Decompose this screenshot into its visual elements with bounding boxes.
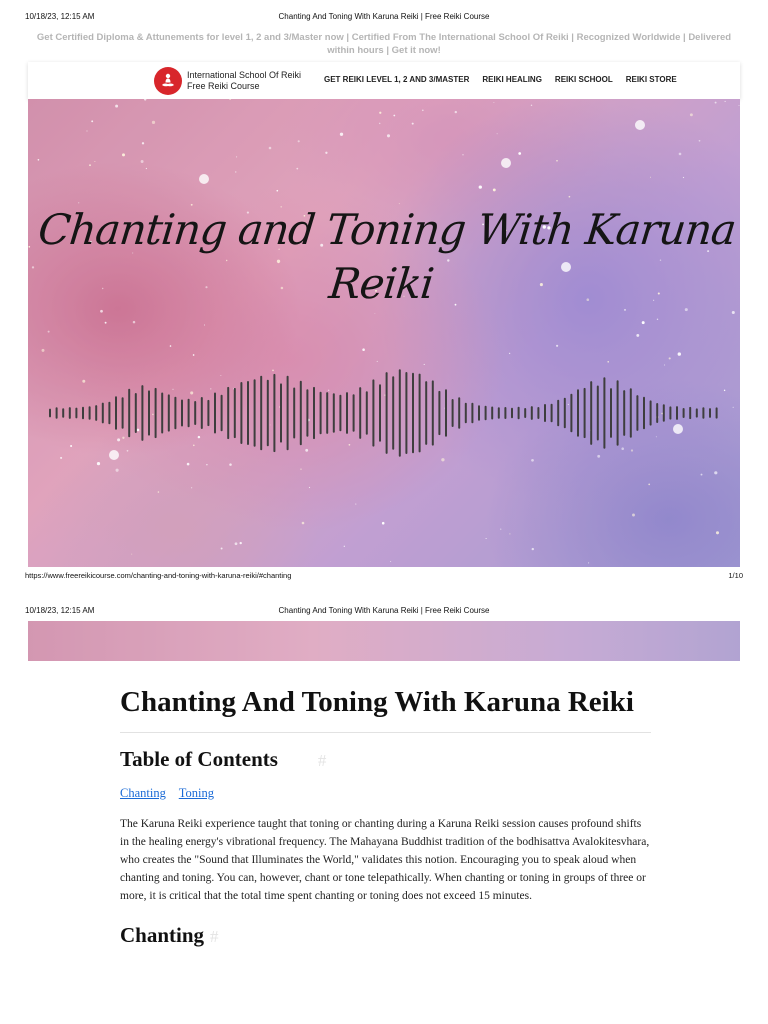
meditation-logo-icon (154, 67, 182, 95)
chanting-anchor-link[interactable]: # (210, 927, 219, 946)
toc-link-chanting[interactable]: Chanting (120, 786, 166, 800)
nav-link-reiki-school[interactable]: REIKI SCHOOL (554, 75, 613, 84)
hero-title-line-1: Chanting and Toning With Karuna (35, 205, 738, 254)
toc-links (120, 786, 651, 801)
site-logo[interactable] (154, 67, 301, 95)
toc-heading-text: Table of Contents (120, 747, 278, 771)
print-title: Chanting And Toning With Karuna Reiki | Free Reiki Course (278, 12, 490, 21)
toc-heading (120, 747, 651, 772)
hero-veil (28, 99, 740, 567)
print-title-page-2: Chanting And Toning With Karuna Reiki | Free Reiki Course (278, 606, 490, 615)
print-footer (0, 571, 768, 583)
promo-banner[interactable]: Get Certified Diploma & Attunements for level 1, 2 and 3/Master now | Certified From The International School Of Reiki | Recognized Worldwide | Delivered within hours | Get it now! (36, 32, 732, 56)
nav-link-reiki-store[interactable]: REIKI STORE (625, 75, 677, 84)
logo-line-1: International School Of Reiki (187, 70, 302, 80)
nav-links (324, 75, 690, 84)
toc-anchor-link[interactable]: # (317, 751, 327, 770)
print-url: https://www.freereikicourse.com/chanting-and-toning-with-karuna-reiki/#chanting (25, 571, 292, 580)
article (120, 684, 651, 948)
site-navbar (28, 62, 740, 99)
hero-title-line-2: Reiki (326, 259, 436, 308)
print-header-page-2 (0, 606, 768, 620)
print-date-page-2: 10/18/23, 12:15 AM (25, 606, 95, 615)
nav-overlay-tab (642, 88, 676, 99)
hero-banner-image (28, 99, 740, 567)
nav-link-get-reiki[interactable]: GET REIKI LEVEL 1, 2 AND 3/MASTER (324, 75, 470, 84)
section-heading-chanting (120, 923, 651, 948)
print-page-number: 1/10 (728, 571, 743, 580)
intro-paragraph: The Karuna Reiki experience taught that toning or chanting during a Karuna Reiki session causes profound shifts in the healing energy's vibrational frequency. The Mahayana Buddhist tradition of the bodhisattva Avalokitesvhara, who creates the "Sound that Illuminates the World," validates this notion. Encouraging you to speak aloud when chanting and toning. You can, however, chant or tone telepathically. When chanting or toning in groups of three or more, it is critical that the total time spent chanting or toning does not exceed 15 minutes. (120, 818, 650, 902)
article-title: Chanting And Toning With Karuna Reiki (120, 686, 634, 718)
print-header (0, 12, 768, 26)
nav-link-reiki-healing[interactable]: REIKI HEALING (482, 75, 542, 84)
print-date: 10/18/23, 12:15 AM (25, 12, 95, 21)
toc-link-toning[interactable]: Toning (178, 786, 214, 800)
hero-title (28, 203, 740, 311)
logo-text (187, 70, 301, 92)
hero-image-continuation (28, 621, 740, 661)
logo-line-2: Free Reiki Course (187, 81, 260, 91)
section-heading-text: Chanting (120, 923, 205, 947)
title-divider (120, 732, 651, 733)
